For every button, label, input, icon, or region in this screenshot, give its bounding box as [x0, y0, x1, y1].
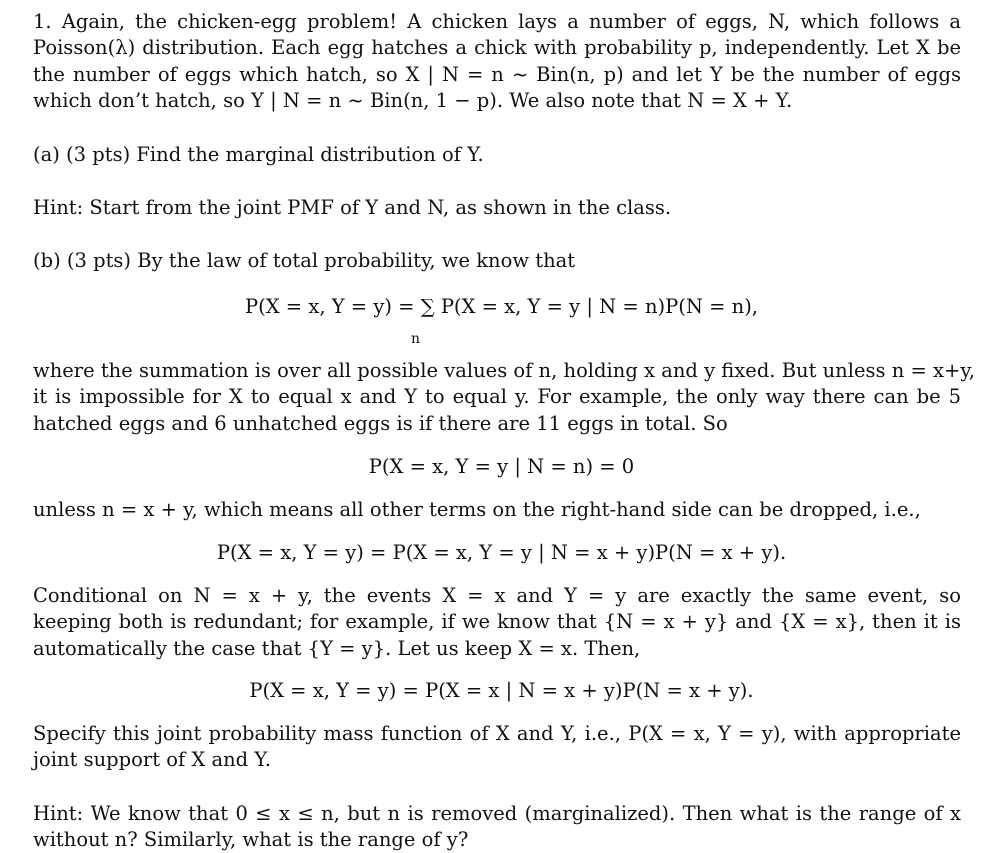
part-a-question: (a) (3 pts) Find the marginal distribution of Y.: [33, 143, 484, 166]
equation-dropped-terms: P(X = x, Y = y) = P(X = x, Y = y | N = x + y)P(N = x + y).: [216, 541, 787, 564]
hint-line: without n? Similarly, what is the range of y?: [33, 828, 469, 851]
paragraph-line: it is impossible for X to equal x and Y to equal y. For example, the only way there can be 5: [33, 385, 961, 408]
intro-line: 1. Again, the chicken-egg problem! A chicken lays a number of eggs, N, which follows a: [33, 10, 961, 33]
equation-total-probability: P(X = x, Y = y) = ∑ P(X = x, Y = y | N = n)P(N = n),: [244, 295, 759, 318]
paragraph-line: Conditional on N = x + y, the events X = x and Y = y are exactly the same event, so: [33, 584, 961, 607]
part-a-hint: Hint: Start from the joint PMF of Y and N, as shown in the class.: [33, 196, 672, 219]
paragraph-line: Specify this joint probability mass function of X and Y, i.e., P(X = x, Y = y), with appropriate: [33, 722, 961, 745]
intro-line: which don’t hatch, so Y | N = n ~ Bin(n, 1 − p). We also note that N = X + Y.: [33, 89, 793, 112]
paragraph-line: keeping both is redundant; for example, if we know that {N = x + y} and {X = x}, then it is: [33, 610, 961, 633]
hint-line: Hint: We know that 0 ≤ x ≤ n, but n is removed (marginalized). Then what is the range of x: [33, 802, 961, 825]
equation-conditional-zero: P(X = x, Y = y | N = n) = 0: [368, 455, 635, 478]
paragraph-line: joint support of X and Y.: [33, 748, 271, 771]
paragraph-line: where the summation is over all possible values of n, holding x and y fixed. But unless n = x+y,: [33, 359, 975, 382]
paragraph-line: hatched eggs and 6 unhatched eggs is if there are 11 eggs in total. So: [33, 412, 728, 435]
summation-index: n: [411, 331, 421, 347]
paragraph-unless: unless n = x + y, which means all other terms on the right-hand side can be dropped, i.e.,: [33, 498, 921, 521]
equation-joint-pmf: P(X = x, Y = y) = P(X = x | N = x + y)P(N = x + y).: [249, 679, 754, 702]
intro-line: the number of eggs which hatch, so X | N = n ~ Bin(n, p) and let Y be the number of eggs: [33, 63, 961, 86]
intro-line: Poisson(λ) distribution. Each egg hatches a chick with probability p, independently. Let X be: [33, 36, 961, 59]
part-b-question: (b) (3 pts) By the law of total probability, we know that: [33, 249, 576, 272]
paragraph-line: automatically the case that {Y = y}. Let us keep X = x. Then,: [33, 637, 641, 660]
